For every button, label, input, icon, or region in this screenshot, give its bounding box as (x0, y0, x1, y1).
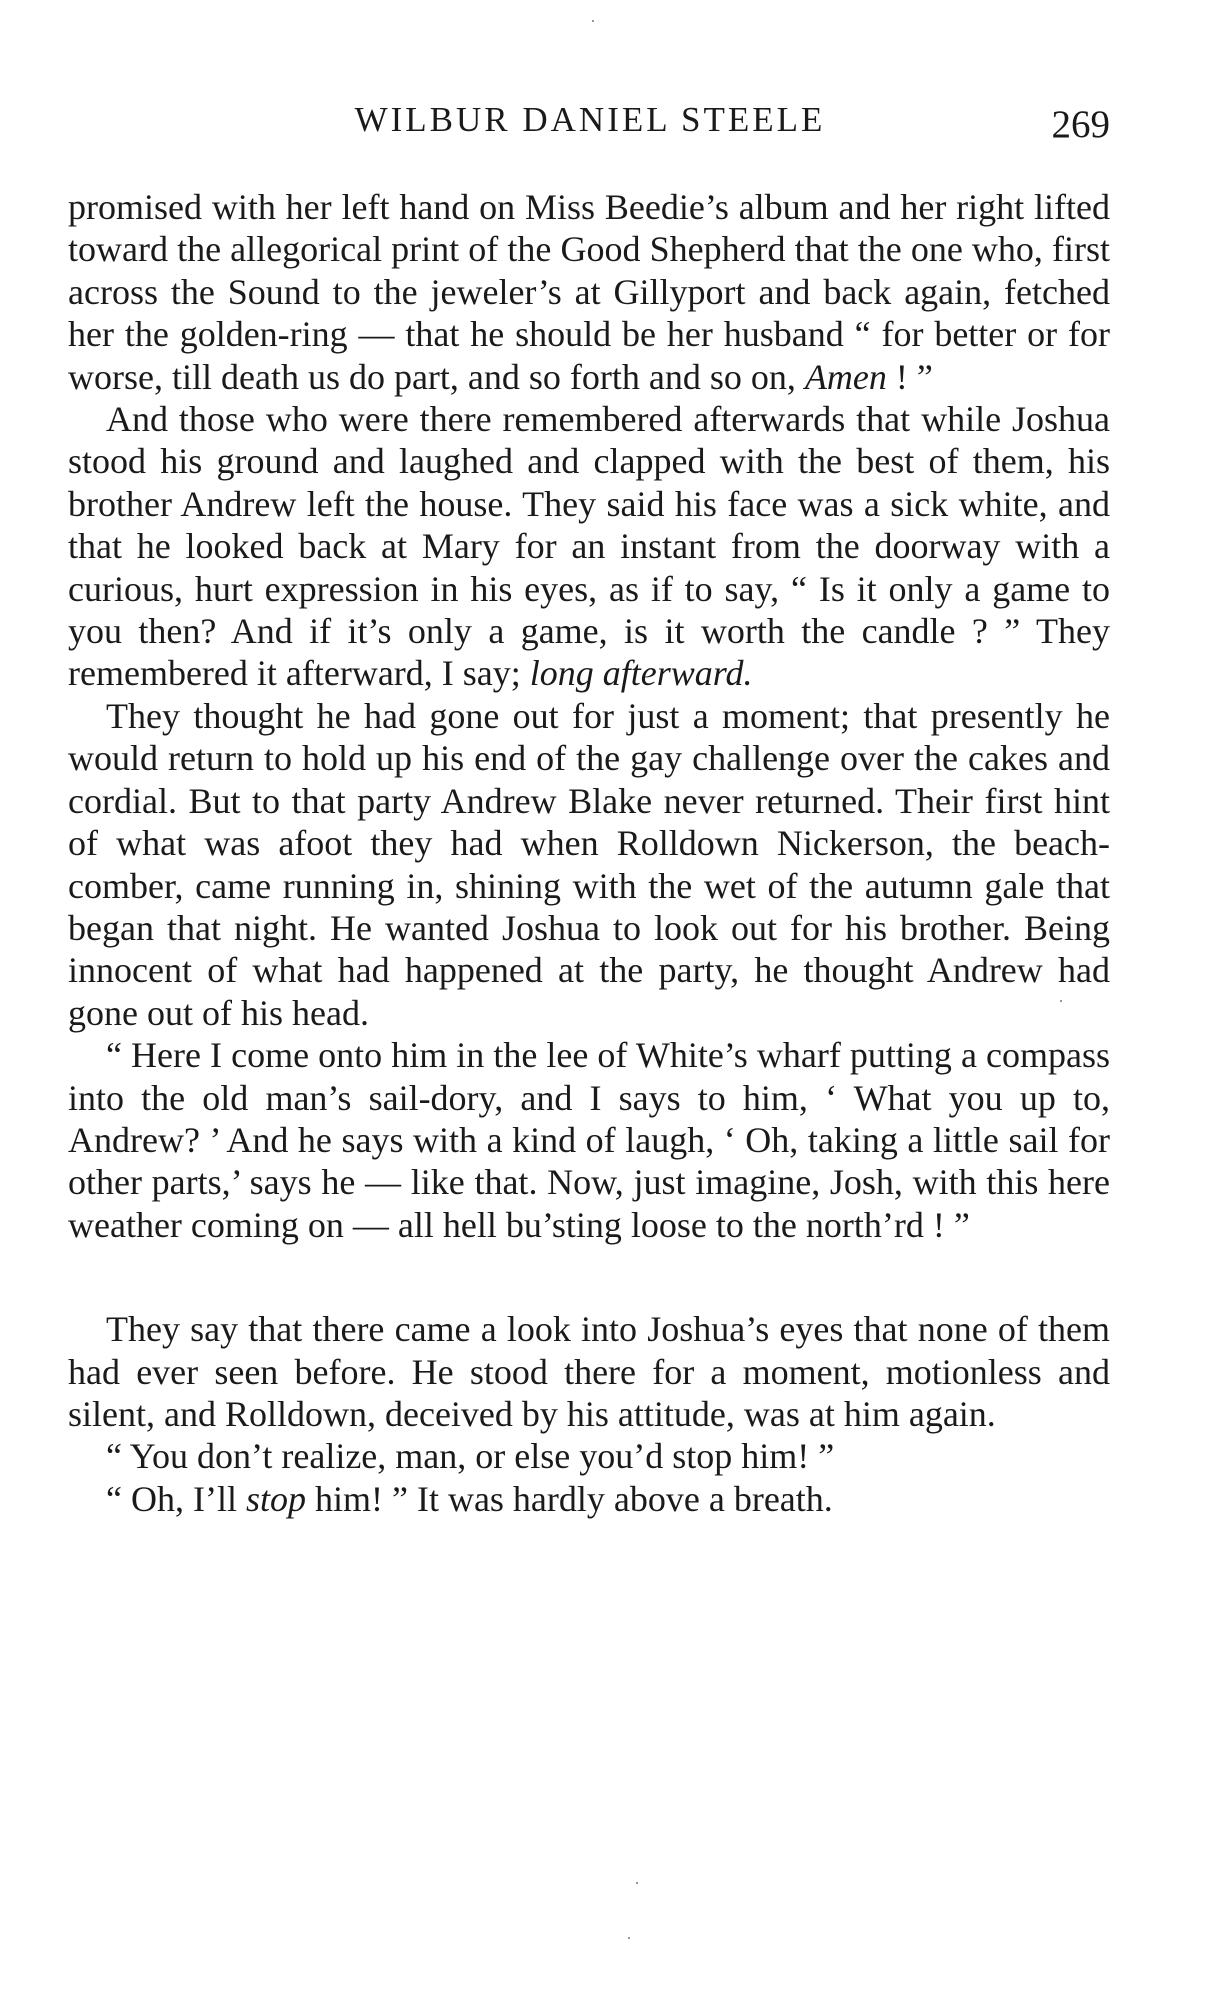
text-run: And those who were there remembered afterwards that while Joshua stood his ground and laughed and clapped with the best of them, his brother Andrew left the house. They said his face was a sick white, and that he looked back at Mary for an instant from the doorway with a curious, hurt expression in his eyes, as if to say, “ Is it only a game to you then? And if it’s only a game, is it worth the candle ? ” They remembered it afterward, I say; (68, 399, 1110, 694)
text-section-2 (68, 1308, 1110, 1520)
text-run: promised with her left hand on Miss Beedie’s album and her right lifted toward the allegorical print of the Good Shepherd that the one who, first across the Sound to the jeweler’s at Gillyport and back again, fetched her the golden-ring — that he should be her husband “ for better or for worse, till death us do part, and so forth and so on, (68, 187, 1110, 397)
print-speck (1060, 1000, 1062, 1002)
paragraph (68, 695, 1110, 1034)
text-run: They thought he had gone out for just a moment; that presently he would return to hold up his end of the gay challenge over the cakes and cordial. But to that party Andrew Blake never returned. Their first hint of what was afoot they had when Rolldown Nickerson, the beach-comber, came running in, shining with the wet of the autumn gale that began that night. He wanted Joshua to look out for his brother. Being innocent of what had happened at the party, he thought Andrew had gone out of his head. (68, 695, 1110, 1033)
print-speck (636, 1882, 638, 1884)
paragraph (68, 1308, 1110, 1435)
text-run: him! ” It was hardly above a breath. (305, 1478, 833, 1519)
paragraph (68, 398, 1110, 695)
italic-text: long afterward. (529, 653, 753, 694)
text-run: “ Here I come onto him in the lee of White’s wharf putting a compass into the old man’s sail-dory, and I says to him, ‘ What you up to, Andrew? ’ And he says with a kind of laugh, ‘ Oh, taking a little sail for other parts,’ says he — like that. Now, just imagine, Josh, with this here weather coming on — all hell bu’sting loose to the north’rd ! ” (68, 1035, 1110, 1245)
paragraph (68, 186, 1110, 398)
page-number: 269 (1051, 103, 1110, 146)
italic-text: stop (245, 1478, 306, 1519)
running-head (70, 100, 1110, 150)
section-break (68, 1246, 1110, 1308)
paragraph (68, 1034, 1110, 1246)
text-section-1 (68, 186, 1110, 1246)
paragraph (68, 1435, 1110, 1477)
text-run: “ Oh, I’ll (106, 1478, 246, 1519)
italic-text: Amen (804, 356, 887, 397)
text-run: They say that there came a look into Joshua’s eyes that none of them had ever seen before. He stood there for a moment, motionless and silent, and Rolldown, deceived by his attitude, was at him again. (68, 1309, 1110, 1434)
body-text (68, 186, 1110, 1520)
running-title: WILBUR DANIEL STEELE (354, 100, 826, 139)
paragraph (68, 1478, 1110, 1520)
print-speck (628, 1937, 630, 1939)
text-run: ! ” (886, 356, 933, 397)
text-run: “ You don’t realize, man, or else you’d stop him! ” (106, 1436, 835, 1477)
print-speck (592, 20, 594, 22)
